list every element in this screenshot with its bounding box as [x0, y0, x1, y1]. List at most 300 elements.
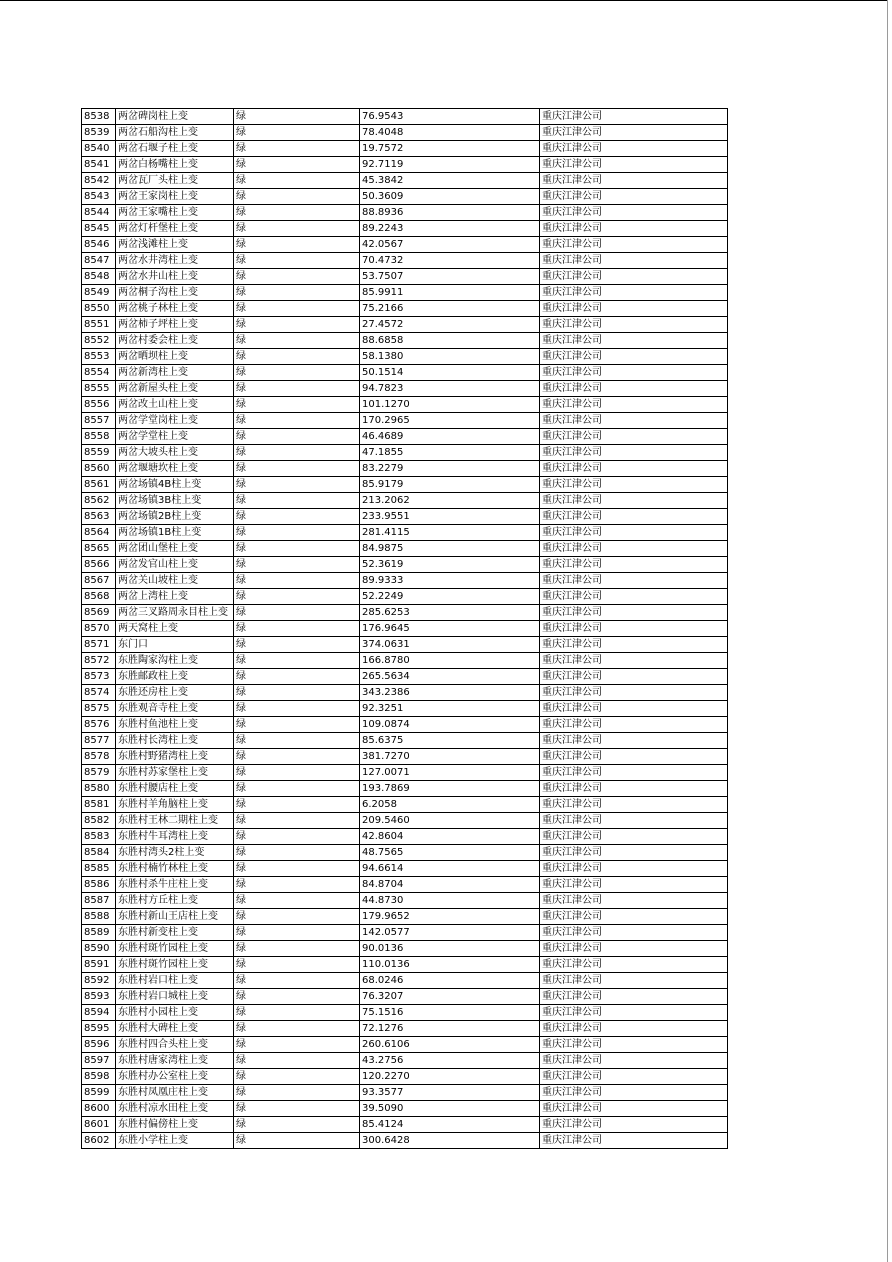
- row-id-cell: 8575: [82, 701, 116, 717]
- value-cell: 6.2058: [360, 797, 540, 813]
- value-cell: 85.9179: [360, 477, 540, 493]
- value-cell: 19.7572: [360, 141, 540, 157]
- value-cell: 170.2965: [360, 413, 540, 429]
- status-cell: 绿: [234, 717, 360, 733]
- row-id-cell: 8560: [82, 461, 116, 477]
- transformer-name-cell: 东胜观音寺柱上变: [116, 701, 234, 717]
- value-cell: 285.6253: [360, 605, 540, 621]
- company-cell: 重庆江津公司: [540, 813, 728, 829]
- status-cell: 绿: [234, 605, 360, 621]
- row-id-cell: 8541: [82, 157, 116, 173]
- table-row: [82, 253, 728, 269]
- status-cell: 绿: [234, 861, 360, 877]
- status-cell: 绿: [234, 669, 360, 685]
- transformer-name-cell: 两岔学堂岗柱上变: [116, 413, 234, 429]
- row-id-cell: 8590: [82, 941, 116, 957]
- table-row: [82, 765, 728, 781]
- status-cell: 绿: [234, 205, 360, 221]
- row-id-cell: 8540: [82, 141, 116, 157]
- status-cell: 绿: [234, 781, 360, 797]
- company-cell: 重庆江津公司: [540, 397, 728, 413]
- table-row: [82, 733, 728, 749]
- transformer-name-cell: 东胜村岩口柱上变: [116, 973, 234, 989]
- table-row: [82, 781, 728, 797]
- row-id-cell: 8565: [82, 541, 116, 557]
- value-cell: 233.9551: [360, 509, 540, 525]
- row-id-cell: 8538: [82, 109, 116, 125]
- row-id-cell: 8583: [82, 829, 116, 845]
- table-row: [82, 813, 728, 829]
- value-cell: 101.1270: [360, 397, 540, 413]
- status-cell: 绿: [234, 189, 360, 205]
- status-cell: 绿: [234, 237, 360, 253]
- transformer-name-cell: 东胜村岩口城柱上变: [116, 989, 234, 1005]
- transformer-name-cell: 东胜村办公室柱上变: [116, 1069, 234, 1085]
- company-cell: 重庆江津公司: [540, 253, 728, 269]
- value-cell: 72.1276: [360, 1021, 540, 1037]
- row-id-cell: 8600: [82, 1101, 116, 1117]
- status-cell: 绿: [234, 957, 360, 973]
- table-row: [82, 333, 728, 349]
- table-row: [82, 125, 728, 141]
- value-cell: 76.3207: [360, 989, 540, 1005]
- value-cell: 142.0577: [360, 925, 540, 941]
- company-cell: 重庆江津公司: [540, 1101, 728, 1117]
- company-cell: 重庆江津公司: [540, 733, 728, 749]
- row-id-cell: 8570: [82, 621, 116, 637]
- transformer-name-cell: 东胜村方丘柱上变: [116, 893, 234, 909]
- company-cell: 重庆江津公司: [540, 1069, 728, 1085]
- value-cell: 109.0874: [360, 717, 540, 733]
- company-cell: 重庆江津公司: [540, 317, 728, 333]
- status-cell: 绿: [234, 621, 360, 637]
- company-cell: 重庆江津公司: [540, 925, 728, 941]
- value-cell: 90.0136: [360, 941, 540, 957]
- status-cell: 绿: [234, 269, 360, 285]
- transformer-name-cell: 两岔桐子沟柱上变: [116, 285, 234, 301]
- row-id-cell: 8561: [82, 477, 116, 493]
- transformer-name-cell: 两天窝柱上变: [116, 621, 234, 637]
- table-row: [82, 349, 728, 365]
- company-cell: 重庆江津公司: [540, 701, 728, 717]
- transformer-name-cell: 两岔灯杆堡柱上变: [116, 221, 234, 237]
- status-cell: 绿: [234, 141, 360, 157]
- table-row: [82, 1021, 728, 1037]
- value-cell: 42.0567: [360, 237, 540, 253]
- row-id-cell: 8596: [82, 1037, 116, 1053]
- company-cell: 重庆江津公司: [540, 653, 728, 669]
- row-id-cell: 8551: [82, 317, 116, 333]
- value-cell: 281.4115: [360, 525, 540, 541]
- value-cell: 52.2249: [360, 589, 540, 605]
- row-id-cell: 8592: [82, 973, 116, 989]
- transformer-name-cell: 东胜村新变柱上变: [116, 925, 234, 941]
- value-cell: 68.0246: [360, 973, 540, 989]
- value-cell: 84.9875: [360, 541, 540, 557]
- status-cell: 绿: [234, 573, 360, 589]
- value-cell: 300.6428: [360, 1133, 540, 1149]
- transformer-name-cell: 东胜村楠竹林柱上变: [116, 861, 234, 877]
- value-cell: 94.7823: [360, 381, 540, 397]
- transformer-name-cell: 两岔王家嘴柱上变: [116, 205, 234, 221]
- company-cell: 重庆江津公司: [540, 125, 728, 141]
- status-cell: 绿: [234, 1037, 360, 1053]
- page-top-border: [0, 0, 892, 1]
- row-id-cell: 8595: [82, 1021, 116, 1037]
- row-id-cell: 8542: [82, 173, 116, 189]
- transformer-name-cell: 两岔堰塘坎柱上变: [116, 461, 234, 477]
- row-id-cell: 8559: [82, 445, 116, 461]
- table-row: [82, 1085, 728, 1101]
- table-row: [82, 237, 728, 253]
- status-cell: 绿: [234, 973, 360, 989]
- row-id-cell: 8549: [82, 285, 116, 301]
- row-id-cell: 8593: [82, 989, 116, 1005]
- company-cell: 重庆江津公司: [540, 333, 728, 349]
- value-cell: 85.9911: [360, 285, 540, 301]
- company-cell: 重庆江津公司: [540, 1085, 728, 1101]
- status-cell: 绿: [234, 557, 360, 573]
- table-body: [82, 109, 728, 1149]
- row-id-cell: 8555: [82, 381, 116, 397]
- table-row: [82, 637, 728, 653]
- transformer-name-cell: 两岔水井山柱上变: [116, 269, 234, 285]
- company-cell: 重庆江津公司: [540, 637, 728, 653]
- company-cell: 重庆江津公司: [540, 1133, 728, 1149]
- row-id-cell: 8556: [82, 397, 116, 413]
- row-id-cell: 8602: [82, 1133, 116, 1149]
- row-id-cell: 8539: [82, 125, 116, 141]
- table-row: [82, 573, 728, 589]
- status-cell: 绿: [234, 349, 360, 365]
- company-cell: 重庆江津公司: [540, 285, 728, 301]
- transformer-name-cell: 东胜村王林二期柱上变: [116, 813, 234, 829]
- status-cell: 绿: [234, 941, 360, 957]
- company-cell: 重庆江津公司: [540, 1021, 728, 1037]
- company-cell: 重庆江津公司: [540, 189, 728, 205]
- table-row: [82, 205, 728, 221]
- value-cell: 88.6858: [360, 333, 540, 349]
- transformer-name-cell: 两岔水井湾柱上变: [116, 253, 234, 269]
- company-cell: 重庆江津公司: [540, 109, 728, 125]
- status-cell: 绿: [234, 989, 360, 1005]
- row-id-cell: 8578: [82, 749, 116, 765]
- value-cell: 53.7507: [360, 269, 540, 285]
- company-cell: 重庆江津公司: [540, 157, 728, 173]
- transformer-name-cell: 两岔村委会柱上变: [116, 333, 234, 349]
- row-id-cell: 8566: [82, 557, 116, 573]
- transformer-name-cell: 两岔柿子坪柱上变: [116, 317, 234, 333]
- table-row: [82, 173, 728, 189]
- transformer-name-cell: 东胜村凉水田柱上变: [116, 1101, 234, 1117]
- transformer-name-cell: 东胜村牛耳湾柱上变: [116, 829, 234, 845]
- company-cell: 重庆江津公司: [540, 989, 728, 1005]
- value-cell: 193.7869: [360, 781, 540, 797]
- company-cell: 重庆江津公司: [540, 413, 728, 429]
- value-cell: 76.9543: [360, 109, 540, 125]
- status-cell: 绿: [234, 333, 360, 349]
- row-id-cell: 8571: [82, 637, 116, 653]
- status-cell: 绿: [234, 589, 360, 605]
- row-id-cell: 8579: [82, 765, 116, 781]
- table-row: [82, 557, 728, 573]
- status-cell: 绿: [234, 701, 360, 717]
- table-row: [82, 909, 728, 925]
- table-row: [82, 301, 728, 317]
- transformer-name-cell: 东胜村苏家堡柱上变: [116, 765, 234, 781]
- transformer-name-cell: 两岔瓦厂头柱上变: [116, 173, 234, 189]
- company-cell: 重庆江津公司: [540, 621, 728, 637]
- row-id-cell: 8562: [82, 493, 116, 509]
- value-cell: 89.2243: [360, 221, 540, 237]
- value-cell: 50.3609: [360, 189, 540, 205]
- row-id-cell: 8543: [82, 189, 116, 205]
- table-row: [82, 365, 728, 381]
- row-id-cell: 8574: [82, 685, 116, 701]
- status-cell: 绿: [234, 173, 360, 189]
- value-cell: 110.0136: [360, 957, 540, 973]
- value-cell: 42.8604: [360, 829, 540, 845]
- status-cell: 绿: [234, 909, 360, 925]
- status-cell: 绿: [234, 765, 360, 781]
- row-id-cell: 8588: [82, 909, 116, 925]
- table-row: [82, 1005, 728, 1021]
- company-cell: 重庆江津公司: [540, 973, 728, 989]
- company-cell: 重庆江津公司: [540, 493, 728, 509]
- table-row: [82, 669, 728, 685]
- table-row: [82, 845, 728, 861]
- transformer-name-cell: 东胜村长湾柱上变: [116, 733, 234, 749]
- status-cell: 绿: [234, 637, 360, 653]
- value-cell: 48.7565: [360, 845, 540, 861]
- table-row: [82, 685, 728, 701]
- company-cell: 重庆江津公司: [540, 685, 728, 701]
- table-row: [82, 189, 728, 205]
- transformer-name-cell: 东胜村四合头柱上变: [116, 1037, 234, 1053]
- value-cell: 27.4572: [360, 317, 540, 333]
- row-id-cell: 8552: [82, 333, 116, 349]
- value-cell: 265.5634: [360, 669, 540, 685]
- value-cell: 120.2270: [360, 1069, 540, 1085]
- table-row: [82, 1117, 728, 1133]
- status-cell: 绿: [234, 813, 360, 829]
- value-cell: 83.2279: [360, 461, 540, 477]
- table-row: [82, 1133, 728, 1149]
- company-cell: 重庆江津公司: [540, 1037, 728, 1053]
- row-id-cell: 8547: [82, 253, 116, 269]
- table-row: [82, 605, 728, 621]
- status-cell: 绿: [234, 925, 360, 941]
- status-cell: 绿: [234, 365, 360, 381]
- company-cell: 重庆江津公司: [540, 381, 728, 397]
- value-cell: 374.0631: [360, 637, 540, 653]
- status-cell: 绿: [234, 461, 360, 477]
- company-cell: 重庆江津公司: [540, 749, 728, 765]
- row-id-cell: 8591: [82, 957, 116, 973]
- transformer-name-cell: 东胜村唐家湾柱上变: [116, 1053, 234, 1069]
- row-id-cell: 8548: [82, 269, 116, 285]
- transformer-name-cell: 两岔王家岗柱上变: [116, 189, 234, 205]
- table-row: [82, 109, 728, 125]
- status-cell: 绿: [234, 1053, 360, 1069]
- row-id-cell: 8584: [82, 845, 116, 861]
- status-cell: 绿: [234, 1005, 360, 1021]
- table-row: [82, 269, 728, 285]
- status-cell: 绿: [234, 797, 360, 813]
- status-cell: 绿: [234, 157, 360, 173]
- status-cell: 绿: [234, 493, 360, 509]
- transformer-name-cell: 东胜村偏傍柱上变: [116, 1117, 234, 1133]
- table-row: [82, 221, 728, 237]
- transformer-name-cell: 东胜村小园柱上变: [116, 1005, 234, 1021]
- value-cell: 213.2062: [360, 493, 540, 509]
- transformer-name-cell: 东胜村斑竹园柱上变: [116, 957, 234, 973]
- company-cell: 重庆江津公司: [540, 829, 728, 845]
- table-row: [82, 445, 728, 461]
- transformer-name-cell: 两岔石船沟柱上变: [116, 125, 234, 141]
- table-row: [82, 381, 728, 397]
- status-cell: 绿: [234, 301, 360, 317]
- data-table: [81, 108, 728, 1149]
- table-row: [82, 941, 728, 957]
- company-cell: 重庆江津公司: [540, 589, 728, 605]
- row-id-cell: 8564: [82, 525, 116, 541]
- company-cell: 重庆江津公司: [540, 301, 728, 317]
- table-row: [82, 925, 728, 941]
- value-cell: 166.8780: [360, 653, 540, 669]
- row-id-cell: 8546: [82, 237, 116, 253]
- table-row: [82, 493, 728, 509]
- company-cell: 重庆江津公司: [540, 893, 728, 909]
- table-row: [82, 989, 728, 1005]
- status-cell: 绿: [234, 509, 360, 525]
- company-cell: 重庆江津公司: [540, 573, 728, 589]
- transformer-name-cell: 东胜村湾头2柱上变: [116, 845, 234, 861]
- row-id-cell: 8581: [82, 797, 116, 813]
- status-cell: 绿: [234, 381, 360, 397]
- table-row: [82, 893, 728, 909]
- status-cell: 绿: [234, 749, 360, 765]
- value-cell: 75.1516: [360, 1005, 540, 1021]
- transformer-name-cell: 两岔三叉路周永目柱上变: [116, 605, 234, 621]
- value-cell: 343.2386: [360, 685, 540, 701]
- status-cell: 绿: [234, 653, 360, 669]
- transformer-name-cell: 东胜还房柱上变: [116, 685, 234, 701]
- table-row: [82, 621, 728, 637]
- company-cell: 重庆江津公司: [540, 365, 728, 381]
- row-id-cell: 8585: [82, 861, 116, 877]
- status-cell: 绿: [234, 1021, 360, 1037]
- company-cell: 重庆江津公司: [540, 205, 728, 221]
- status-cell: 绿: [234, 109, 360, 125]
- row-id-cell: 8572: [82, 653, 116, 669]
- value-cell: 46.4689: [360, 429, 540, 445]
- row-id-cell: 8587: [82, 893, 116, 909]
- company-cell: 重庆江津公司: [540, 349, 728, 365]
- transformer-name-cell: 两岔学堂柱上变: [116, 429, 234, 445]
- table-row: [82, 1101, 728, 1117]
- transformer-name-cell: 东胜邮政柱上变: [116, 669, 234, 685]
- value-cell: 176.9645: [360, 621, 540, 637]
- company-cell: 重庆江津公司: [540, 1117, 728, 1133]
- table-row: [82, 877, 728, 893]
- status-cell: 绿: [234, 541, 360, 557]
- company-cell: 重庆江津公司: [540, 957, 728, 973]
- company-cell: 重庆江津公司: [540, 525, 728, 541]
- company-cell: 重庆江津公司: [540, 909, 728, 925]
- status-cell: 绿: [234, 221, 360, 237]
- status-cell: 绿: [234, 253, 360, 269]
- value-cell: 75.2166: [360, 301, 540, 317]
- table-row: [82, 749, 728, 765]
- row-id-cell: 8545: [82, 221, 116, 237]
- table-row: [82, 1053, 728, 1069]
- transformer-name-cell: 两岔碑岗柱上变: [116, 109, 234, 125]
- transformer-name-cell: 东胜小学柱上变: [116, 1133, 234, 1149]
- table-row: [82, 461, 728, 477]
- row-id-cell: 8569: [82, 605, 116, 621]
- value-cell: 92.7119: [360, 157, 540, 173]
- transformer-name-cell: 两岔浅滩柱上变: [116, 237, 234, 253]
- status-cell: 绿: [234, 429, 360, 445]
- table-row: [82, 397, 728, 413]
- table-row: [82, 797, 728, 813]
- company-cell: 重庆江津公司: [540, 877, 728, 893]
- row-id-cell: 8568: [82, 589, 116, 605]
- value-cell: 43.2756: [360, 1053, 540, 1069]
- transformer-name-cell: 两岔晒坝柱上变: [116, 349, 234, 365]
- status-cell: 绿: [234, 525, 360, 541]
- value-cell: 209.5460: [360, 813, 540, 829]
- status-cell: 绿: [234, 1101, 360, 1117]
- table-row: [82, 973, 728, 989]
- company-cell: 重庆江津公司: [540, 845, 728, 861]
- company-cell: 重庆江津公司: [540, 717, 728, 733]
- transformer-name-cell: 东胜村野猪湾柱上变: [116, 749, 234, 765]
- company-cell: 重庆江津公司: [540, 269, 728, 285]
- status-cell: 绿: [234, 733, 360, 749]
- transformer-name-cell: 东胜村羊角脑柱上变: [116, 797, 234, 813]
- table-row: [82, 157, 728, 173]
- row-id-cell: 8589: [82, 925, 116, 941]
- row-id-cell: 8553: [82, 349, 116, 365]
- transformer-name-cell: 两岔场镇4B柱上变: [116, 477, 234, 493]
- status-cell: 绿: [234, 877, 360, 893]
- company-cell: 重庆江津公司: [540, 605, 728, 621]
- transformer-name-cell: 东胜村斑竹园柱上变: [116, 941, 234, 957]
- company-cell: 重庆江津公司: [540, 141, 728, 157]
- company-cell: 重庆江津公司: [540, 1005, 728, 1021]
- table-row: [82, 717, 728, 733]
- row-id-cell: 8577: [82, 733, 116, 749]
- row-id-cell: 8586: [82, 877, 116, 893]
- value-cell: 78.4048: [360, 125, 540, 141]
- value-cell: 92.3251: [360, 701, 540, 717]
- value-cell: 94.6614: [360, 861, 540, 877]
- company-cell: 重庆江津公司: [540, 781, 728, 797]
- value-cell: 88.8936: [360, 205, 540, 221]
- transformer-name-cell: 两岔场镇3B柱上变: [116, 493, 234, 509]
- table-row: [82, 477, 728, 493]
- row-id-cell: 8601: [82, 1117, 116, 1133]
- row-id-cell: 8594: [82, 1005, 116, 1021]
- status-cell: 绿: [234, 893, 360, 909]
- status-cell: 绿: [234, 1085, 360, 1101]
- table-row: [82, 141, 728, 157]
- company-cell: 重庆江津公司: [540, 445, 728, 461]
- transformer-name-cell: 两岔场镇2B柱上变: [116, 509, 234, 525]
- value-cell: 89.9333: [360, 573, 540, 589]
